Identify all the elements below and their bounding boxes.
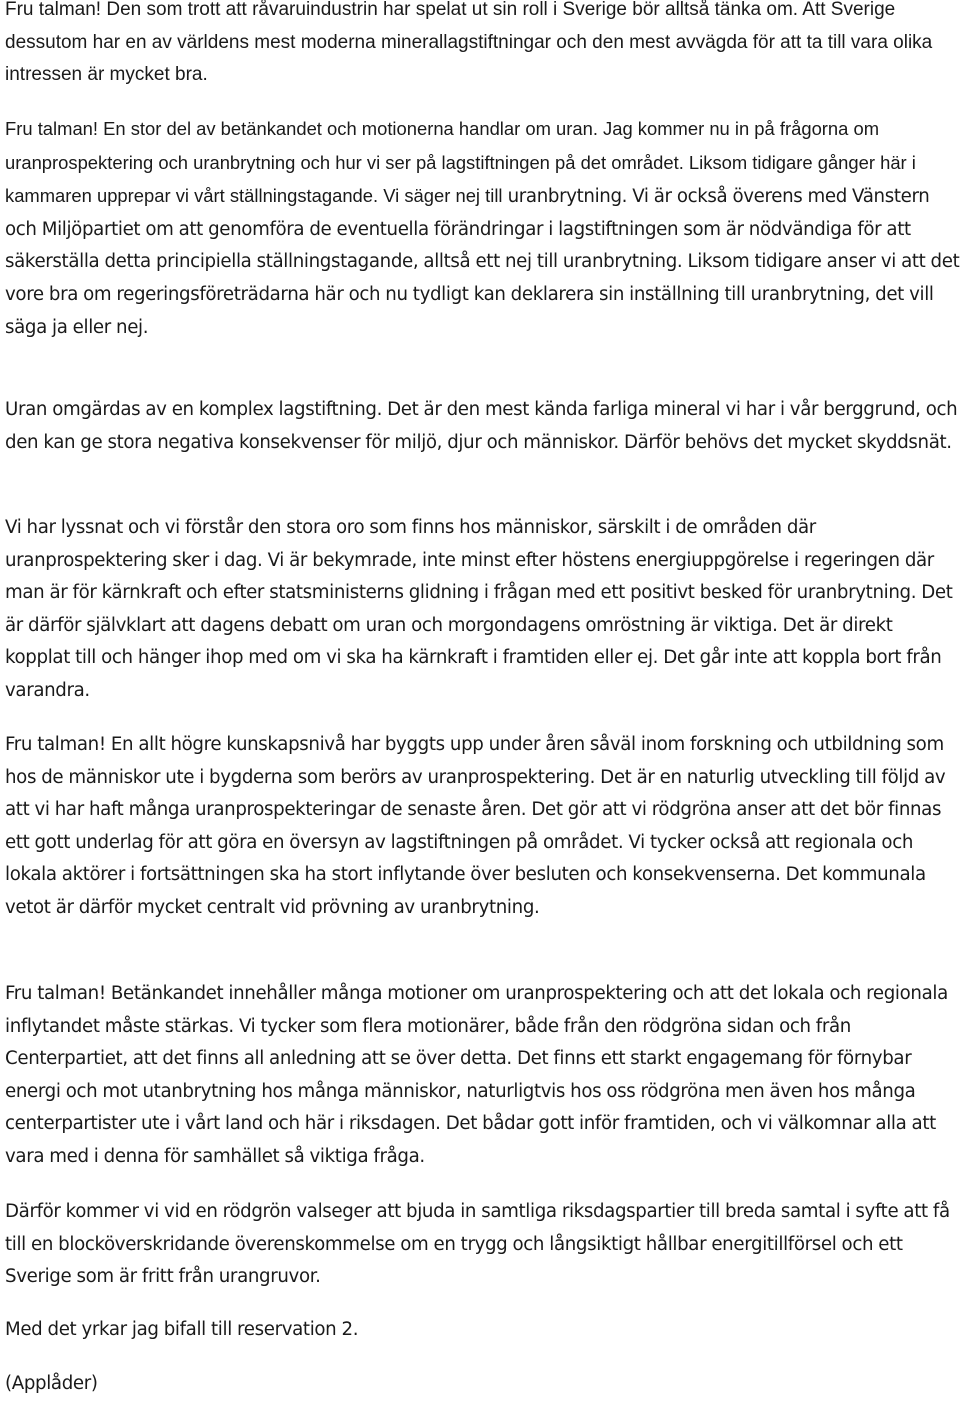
paragraph-3: Uran omgärdas av en komplex lagstiftning. Det är den mest kända farliga mineral vi har i vår berggrund, och den kan ge stora negativa konsekvenser för miljö, djur och människor. Därför behövs det mycket skyddsnät. [5, 399, 958, 453]
paragraph-4: Vi har lyssnat och vi förstår den stora oro som finns hos människor, särskilt i de områden där uranprospektering sker i dag. Vi är bekymrade, inte minst efter höstens energiuppgörelse i regeringen där man är för kärnkraft och efter statsministerns glidning i frågan med ett positivt besked för uranbrytning. Det är därför självklart att dagens debatt om uran och morgondagens omröstning är viktiga. Det är direkt kopplat till och hänger ihop med om vi ska ha kärnkraft i framtiden eller ej. Det går inte att koppla bort från varandra. [5, 517, 953, 701]
paragraph-7: Därför kommer vi vid en rödgrön valseger att bjuda in samtliga riksdagspartier till breda samtal i syfte att få till en blocköverskridande överenskommelse om en trygg och långsiktigt hållbar energitillförsel och ett Sverige som är fritt från urangruvor. [5, 1201, 950, 1288]
paragraph-9: (Applåder) [5, 1373, 98, 1394]
paragraph-5: Fru talman! En allt högre kunskapsnivå har byggts upp under åren såväl inom forskning och utbildning som hos de människor ute i bygderna som berörs av uranprospektering. Det är en naturlig utveckling till följd av att vi har haft många uranprospekteringar de senaste åren. Det gör att vi rödgröna anser att det bör finnas ett gott underlag för att göra en översyn av lagstiftningen på området. Vi tycker också att regionala och lokala aktörer i fortsättningen ska ha stort inflytande över besluten och konsekvenserna. Det kommunala vetot är därför mycket centralt vid prövning av uranbrytning. [5, 734, 946, 918]
paragraph-6: Fru talman! Betänkandet innehåller många motioner om uranprospektering och att det lokala och regionala inflytandet måste stärkas. Vi tycker som flera motionärer, både från den rödgröna sidan och från Centerpartiet, att det finns all anledning att se över detta. Det finns ett starkt engagemang för förnybar energi och mot utanbrytning hos många människor, naturligtvis hos oss rödgröna men även hos många centerpartister ute i vårt land och här i riksdagen. Det bådar gott inför framtiden, och vi välkomnar alla att vara med i denna för samhället så viktiga fråga. [5, 983, 948, 1167]
paragraph-1: Fru talman! Den som trott att råvaruindustrin har spelat ut sin roll i Sverige bör alltså tänka om. Att Sverige dessutom har en av världens mest moderna minerallagstiftningar och den mest avvägda för att ta till vara olika intressen är mycket bra. [5, 0, 933, 86]
paragraph-2 [5, 113, 960, 344]
paragraph-8: Med det yrkar jag bifall till reservation 2. [5, 1319, 359, 1340]
paragraph-2-lead: Fru talman! En stor del av betänkandet och motionerna handlar om uran. Jag kommer nu in på frågorna om uranprospektering och uranbrytning och hur vi ser på lagstiftningen på det området. Liksom tidigare gånger här i kammaren upprepar vi vårt ställningstagande. Vi säger nej till [5, 118, 916, 207]
paragraph-2-rest: uranbrytning. Vi är också överens med Vänstern och Miljöpartiet om att genomföra de eventuella förändringar i lagstiftningen som är nödvändiga för att säkerställa detta principiella ställningstagande, alltså ett nej till uranbrytning. Liksom tidigare anser vi att det vore bra om regeringsföreträdarna här och nu tydligt kan deklarera sin inställning till uranbrytning, det vill säga ja eller nej. [5, 186, 960, 338]
